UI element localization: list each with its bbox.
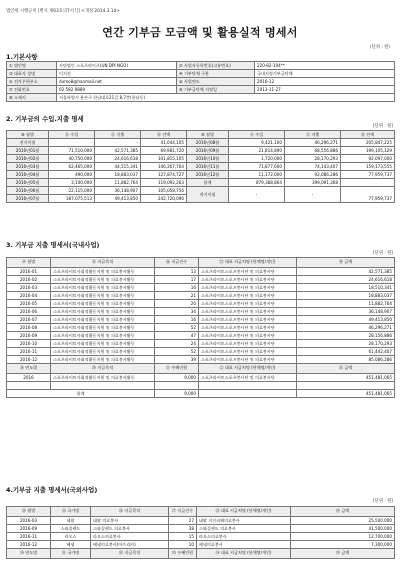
month-cell: 2016-02 (7, 276, 51, 284)
column-header: ㉚ 연도별 (7, 549, 51, 559)
income-cell: 71,877,600 (229, 163, 285, 171)
expense-cell: 36,148,907 (95, 187, 141, 195)
count-cell: 15 (169, 533, 197, 541)
field-label: ⑤ 전자우편주소 (7, 78, 57, 86)
field-label: ② 사업자등록번호(고유번호) (177, 62, 255, 70)
balance-cell: 127,874,727 (141, 171, 187, 179)
column-header: ㉔ 월별 (7, 507, 51, 517)
amount-cell: 24,616,618 (297, 276, 395, 284)
purpose-cell: 베냉의료봉사(아프리카) (91, 541, 169, 549)
income-cell: 11,172,000 (229, 171, 285, 179)
column-header: ㉗ 지급건수 (169, 507, 197, 517)
monthly-row (7, 171, 395, 179)
expense-cell: 18,883,037 (95, 171, 141, 179)
section-basic-heading: 1.기본사항 (6, 53, 38, 61)
spacer-row (7, 382, 395, 390)
column-header: ⑰ 대표 지급처명 (단체명/개인) (199, 258, 297, 268)
payee-cell: 스포츠라이트스포츠봉사단 및 의료봉사단 (199, 308, 297, 316)
payee-cell: 스포츠라이트스포츠봉사단 및 의료봉사단 (199, 284, 297, 292)
count-cell: 52 (155, 324, 199, 332)
amount-cell: 49,413,850 (297, 316, 395, 324)
carry-balance: 77,959,737 (341, 187, 395, 203)
year-cell: 2016 (7, 374, 51, 382)
domestic-annual-header-row (7, 364, 395, 374)
payee-cell: 스포츠라이트스포츠봉사단 및 의료봉사단 (199, 374, 297, 382)
payee-cell: 스포츠라이트스포츠봉사단 및 의료봉사단 (199, 268, 297, 276)
country-cell: 베냉 (51, 541, 91, 549)
payee-cell: 스포츠라이트스포츠봉사단 및 의료봉사단 (199, 324, 297, 332)
field-value: 사단법인 스포츠라이츠(UN DPI NGO) (57, 62, 177, 70)
domestic-header-row (7, 258, 395, 268)
domestic-row (7, 332, 395, 340)
purpose-cell: 스포츠라이트사회적활동지원 및 의료봉사활동 (51, 324, 155, 332)
count-cell: 47 (155, 332, 199, 340)
domestic-row (7, 284, 395, 292)
monthly-row (7, 155, 395, 163)
domestic-total-row (7, 390, 395, 398)
total-count: 9,000 (155, 390, 199, 398)
purpose-cell: 스포츠라이트사회적활동지원 및 의료봉사활동 (51, 374, 155, 382)
field-value: 2016-12 (255, 78, 395, 86)
month-cell: 2016년11월 (187, 163, 229, 171)
purpose-cell: 스포츠라이트사회적활동지원 및 의료봉사활동 (51, 332, 155, 340)
income-cell: 187,075,513 (49, 195, 95, 203)
count-cell: 9,000 (155, 374, 199, 382)
income-cell: 879,388,864 (229, 179, 285, 187)
balance-cell: 69,981,720 (141, 147, 187, 155)
column-header: ㉓ 금액 (297, 364, 395, 374)
domestic-row (7, 340, 395, 348)
country-cell: 라오스 (51, 533, 91, 541)
field-label: ⑥ 사업연도 (177, 78, 255, 86)
month-cell: 2016년10월 (187, 155, 229, 163)
unit-label: (단위 : 원) (370, 45, 390, 50)
month-cell: 2016-06 (7, 308, 51, 316)
monthly-row (7, 179, 395, 187)
count-cell: 24 (155, 340, 199, 348)
balance-cell: 105,058,756 (141, 187, 187, 195)
count-cell: 52 (155, 348, 199, 356)
overseas-row (7, 525, 395, 533)
income-cell: 3,100,000 (49, 179, 95, 187)
income-cell: 1,720,000 (229, 155, 285, 163)
balance-cell: 41,044,105 (141, 139, 187, 147)
empty-cell (155, 382, 199, 390)
month-cell: 2016-09 (7, 332, 51, 340)
month-cell: 2016년06월 (7, 187, 49, 195)
payee-cell: 스와질랜드 의료봉사 (197, 525, 291, 533)
expense-cell: 46,296,271 (285, 139, 341, 147)
purpose-cell: 스포츠라이트사회적활동지원 및 의료봉사활동 (51, 316, 155, 324)
purpose-cell: 스포츠라이트사회적활동지원 및 의료봉사활동 (51, 308, 155, 316)
domestic-row (7, 348, 395, 356)
column-header: ⑬ 잔액 (341, 131, 395, 139)
purpose-cell: 스포츠라이트사회적활동지원 및 의료봉사활동 (51, 276, 155, 284)
purpose-cell: 스포츠라이트사회적활동지원 및 의료봉사활동 (51, 340, 155, 348)
basic-row (7, 86, 395, 94)
purpose-cell: 스포츠라이트사회적활동지원 및 의료봉사활동 (51, 284, 155, 292)
balance-cell: 146,267,764 (141, 163, 187, 171)
expense-cell: 68,556,886 (285, 147, 341, 155)
month-cell: 2016-01 (7, 268, 51, 276)
expense-cell: 42,571,385 (95, 147, 141, 155)
field-label: ④ 기부단체 구분 (177, 70, 255, 78)
count-cell: 10 (169, 541, 197, 549)
balance-cell (341, 179, 395, 187)
domestic-row (7, 324, 395, 332)
amount-cell: 18,883,037 (297, 292, 395, 300)
month-cell: 2016년03월 (7, 163, 49, 171)
page-title: 연간 기부금 모금액 및 활용실적 명세서 (102, 26, 298, 39)
basic-address-row (7, 94, 395, 102)
payee-cell: 스포츠라이트스포츠봉사단 및 의료봉사단 (199, 292, 297, 300)
amount-cell: 12,700,000 (291, 533, 395, 541)
domestic-row (7, 356, 395, 364)
amount-cell: 36,148,907 (297, 308, 395, 316)
count-cell: 16 (155, 316, 199, 324)
column-header: ⑬ 잔액 (141, 131, 187, 139)
domestic-annual-row (7, 374, 395, 382)
income-cell: 40,750,000 (49, 155, 95, 163)
monthly-row (7, 139, 395, 147)
amount-cell: 28,170,293 (297, 340, 395, 348)
field-value: 국내지정기부금단체 (255, 70, 395, 78)
balance-cell: 205,847,225 (341, 139, 395, 147)
amount-cell: 451,481,065 (297, 374, 395, 382)
column-header: ⑫ 지출 (285, 131, 341, 139)
column-header: ⑱ 금액 (297, 258, 395, 268)
expense-cell: - (95, 139, 141, 147)
empty-cell (199, 390, 297, 398)
field-value: dumo8@hanmail.net (57, 78, 177, 86)
balance-cell: 77,959,737 (341, 171, 395, 179)
column-header: ㉖ 지급목적 (91, 507, 169, 517)
amount-cell: 61,442,407 (297, 348, 395, 356)
balance-cell: 92,097,000 (341, 155, 395, 163)
column-header: ⑩ 월별 (7, 131, 49, 139)
count-cell: 13 (155, 268, 199, 276)
domestic-row (7, 276, 395, 284)
domestic-row (7, 308, 395, 316)
month-cell: 2016-03 (7, 517, 51, 525)
column-header: ㉟ 금액 (291, 549, 395, 559)
monthly-unit: [단위 : 원] (373, 124, 393, 129)
carry-label: 차기이월 (187, 187, 229, 203)
column-header: ⑭ 월별 (7, 258, 51, 268)
basic-info-table (6, 61, 395, 102)
expense-cell: 399,091,368 (285, 179, 341, 187)
balance-cell: 199,105,129 (341, 147, 395, 155)
column-header: ㉙ 금액 (291, 507, 395, 517)
field-label: ⑨ 소재지 (7, 94, 57, 102)
payee-cell: 네팔 지진피해의료봉사 (197, 517, 291, 525)
month-cell: 2016-10 (7, 340, 51, 348)
expense-cell: 28,170,293 (285, 155, 341, 163)
count-cell: 21 (155, 292, 199, 300)
payee-cell: 베냉의료봉사 (197, 541, 291, 549)
expense-cell: 74,143,407 (285, 163, 341, 171)
carry-expense: - (285, 187, 341, 203)
count-cell: 27 (169, 517, 197, 525)
domestic-row (7, 316, 395, 324)
month-cell: 2016-11 (7, 348, 51, 356)
section-overseas-heading: 4.기부금 지출 명세서(국외사업) (6, 486, 98, 494)
payee-cell: 스포츠라이트스포츠봉사단 및 의료봉사단 (199, 316, 297, 324)
purpose-cell: 스포츠라이트사회적활동지원 및 의료봉사활동 (51, 348, 155, 356)
count-cell: 39 (155, 356, 199, 364)
count-cell: 34 (155, 308, 199, 316)
month-cell: 2016년01월 (7, 147, 49, 155)
purpose-cell: 스포츠라이트사회적활동지원 및 의료봉사활동 (51, 292, 155, 300)
overseas-annual-header-row (7, 549, 395, 559)
balance-cell: 159,173,555 (341, 163, 395, 171)
count-cell: 20 (155, 300, 199, 308)
amount-cell: 41,500,000 (291, 525, 395, 533)
column-header: ⑯ 지급건수 (155, 258, 199, 268)
purpose-cell: 네팔 의료봉사 (91, 517, 169, 525)
monthly-row (7, 147, 395, 155)
expense-cell: 24,616,618 (95, 155, 141, 163)
monthly-table (6, 130, 395, 203)
column-header: ⑫ 지출 (95, 131, 141, 139)
column-header: ㉕ 국가명 (51, 507, 91, 517)
purpose-cell: 스포츠라이트사회적활동지원 및 의료봉사활동 (51, 300, 155, 308)
amount-cell: 25,500,000 (291, 517, 395, 525)
domestic-unit: [단위 : 원] (373, 251, 393, 256)
section-domestic-heading: 3. 기부금 지출 명세서(국내사업) (6, 241, 100, 249)
column-header: ⑪ 수입 (229, 131, 285, 139)
expense-cell: 44,515,341 (95, 163, 141, 171)
column-header: ⑪ 수입 (49, 131, 95, 139)
payee-cell: 스포츠라이트스포츠봉사단 및 의료봉사단 (199, 332, 297, 340)
month-cell: 2016년05월 (7, 179, 49, 187)
balance-cell: 242,720,096 (141, 195, 187, 203)
month-cell: 2016년02월 (7, 155, 49, 163)
monthly-row (7, 163, 395, 171)
column-header: ㉝ 수혜인원 (169, 549, 197, 559)
month-cell: 2016-12 (7, 356, 51, 364)
income-cell: 21,814,890 (229, 147, 285, 155)
field-value: 이지선 (57, 70, 177, 78)
income-cell: 71,510,000 (49, 147, 95, 155)
purpose-cell: 스와질랜드 의료봉사 (91, 525, 169, 533)
payee-cell: 스포츠라이트스포츠봉사단 및 의료봉사단 (199, 348, 297, 356)
month-cell: 2016-03 (7, 284, 51, 292)
domestic-row (7, 292, 395, 300)
total-label: 합계 (7, 390, 155, 398)
basic-row (7, 70, 395, 78)
month-cell: 전기이월 (7, 139, 49, 147)
domestic-table (6, 257, 395, 398)
field-label: ⑧ 기부금단체 지정일 (177, 86, 255, 94)
domestic-row (7, 268, 395, 276)
expense-cell: 11,882,764 (95, 179, 141, 187)
total-amount: 451,481,065 (297, 390, 395, 398)
field-label: ⑦ 전화번호 (7, 86, 57, 94)
count-cell: 17 (155, 276, 199, 284)
income-cell: 62,465,000 (49, 163, 95, 171)
monthly-row (7, 187, 395, 195)
balance-cell: 101,815,105 (141, 155, 187, 163)
overseas-row (7, 517, 395, 525)
payee-cell: 스포츠라이트스포츠봉사단 및 의료봉사단 (199, 276, 297, 284)
domestic-row (7, 300, 395, 308)
column-header: ㉑ 수혜인원 (155, 364, 199, 374)
column-header: ㉞ 대표 지급처명 (단체명/개인) (197, 549, 291, 559)
amount-cell: 7,300,000 (291, 541, 395, 549)
column-header: ⑳ 지급목적 (51, 364, 155, 374)
column-header: ⑲ 연도별 (7, 364, 51, 374)
field-value: 2013-11-27 (255, 86, 395, 94)
amount-cell: 42,571,385 (297, 268, 395, 276)
payee-cell: 스포츠라이트스포츠봉사단 및 의료봉사단 (199, 340, 297, 348)
empty-cell (51, 382, 155, 390)
income-cell: 22,115,000 (49, 187, 95, 195)
amount-cell: 85,086,286 (297, 356, 395, 364)
basic-row (7, 78, 395, 86)
country-cell: 네팔 (51, 517, 91, 525)
empty-cell (297, 382, 395, 390)
month-cell: 2016-09 (7, 525, 51, 533)
expense-cell: 92,086,286 (285, 171, 341, 179)
payee-cell: 스포츠라이트스포츠봉사단 및 의료봉사단 (199, 356, 297, 364)
month-cell: 2016년04월 (7, 171, 49, 179)
income-cell: 9,421,100 (229, 139, 285, 147)
month-cell: 2016-11 (7, 533, 51, 541)
month-cell: 2016-08 (7, 324, 51, 332)
amount-cell: 46,296,271 (297, 324, 395, 332)
amount-cell: 28,156,886 (297, 332, 395, 340)
law-reference: 법인세 시행규칙 [별지 제63호의7서식] <개정 2014.3.14> (6, 9, 120, 14)
field-label: ① 법인명 (7, 62, 57, 70)
month-cell: 2016년08월 (187, 139, 229, 147)
country-cell: 스와질랜드 (51, 525, 91, 533)
income-cell: - (49, 139, 95, 147)
column-header: ⑮ 지급목적 (51, 258, 155, 268)
address-value: 서울특별시 용산구 한남대로21길 8,7층(한남동) (57, 94, 395, 102)
column-header: ⑩ 월별 (187, 131, 229, 139)
column-header: ㉜ 지급목적 (91, 549, 169, 559)
balance-cell: 119,092,263 (141, 179, 187, 187)
basic-row (7, 62, 395, 70)
month-cell: 2016-04 (7, 292, 51, 300)
amount-cell: 18,510,341 (297, 284, 395, 292)
field-value: 02 582 9889 (57, 86, 177, 94)
month-cell: 합계 (187, 179, 229, 187)
column-header: ㉛ 국가명 (51, 549, 91, 559)
overseas-unit: [단위 : 원] (373, 499, 393, 504)
income-cell: 490,000 (49, 171, 95, 179)
purpose-cell: 스포츠라이트사회적활동지원 및 의료봉사활동 (51, 356, 155, 364)
section-monthly-heading: 2. 기부금의 수입.지출 명세 (6, 115, 84, 123)
field-value: 220-82-104** (255, 62, 395, 70)
overseas-table (6, 506, 395, 559)
column-header: ㉘ 대표 지급처명 (단체명/개인) (197, 507, 291, 517)
month-cell: 2016년07월 (7, 195, 49, 203)
amount-cell: 11,882,764 (297, 300, 395, 308)
column-header: ㉒ 대표 지급처명 (단체명/개인) (199, 364, 297, 374)
field-label: ③ 대표자 성명 (7, 70, 57, 78)
empty-cell (199, 382, 297, 390)
month-cell: 2016년12월 (187, 171, 229, 179)
month-cell: 2016-05 (7, 300, 51, 308)
month-cell: 2016-07 (7, 316, 51, 324)
payee-cell: 라오스의료봉사 (197, 533, 291, 541)
month-cell: 2016-12 (7, 541, 51, 549)
overseas-header-row (7, 507, 395, 517)
count-cell: 38 (169, 525, 197, 533)
empty-cell (7, 382, 51, 390)
purpose-cell: 스포츠라이트사회적활동지원 및 의료봉사활동 (51, 268, 155, 276)
count-cell: 16 (155, 284, 199, 292)
overseas-row (7, 533, 395, 541)
payee-cell: 스포츠라이트스포츠봉사단 및 의료봉사단 (199, 300, 297, 308)
carry-income: - (229, 187, 285, 203)
purpose-cell: 라오스의료봉사 (91, 533, 169, 541)
overseas-row (7, 541, 395, 549)
month-cell: 2016년09월 (187, 147, 229, 155)
expense-cell: 49,413,850 (95, 195, 141, 203)
